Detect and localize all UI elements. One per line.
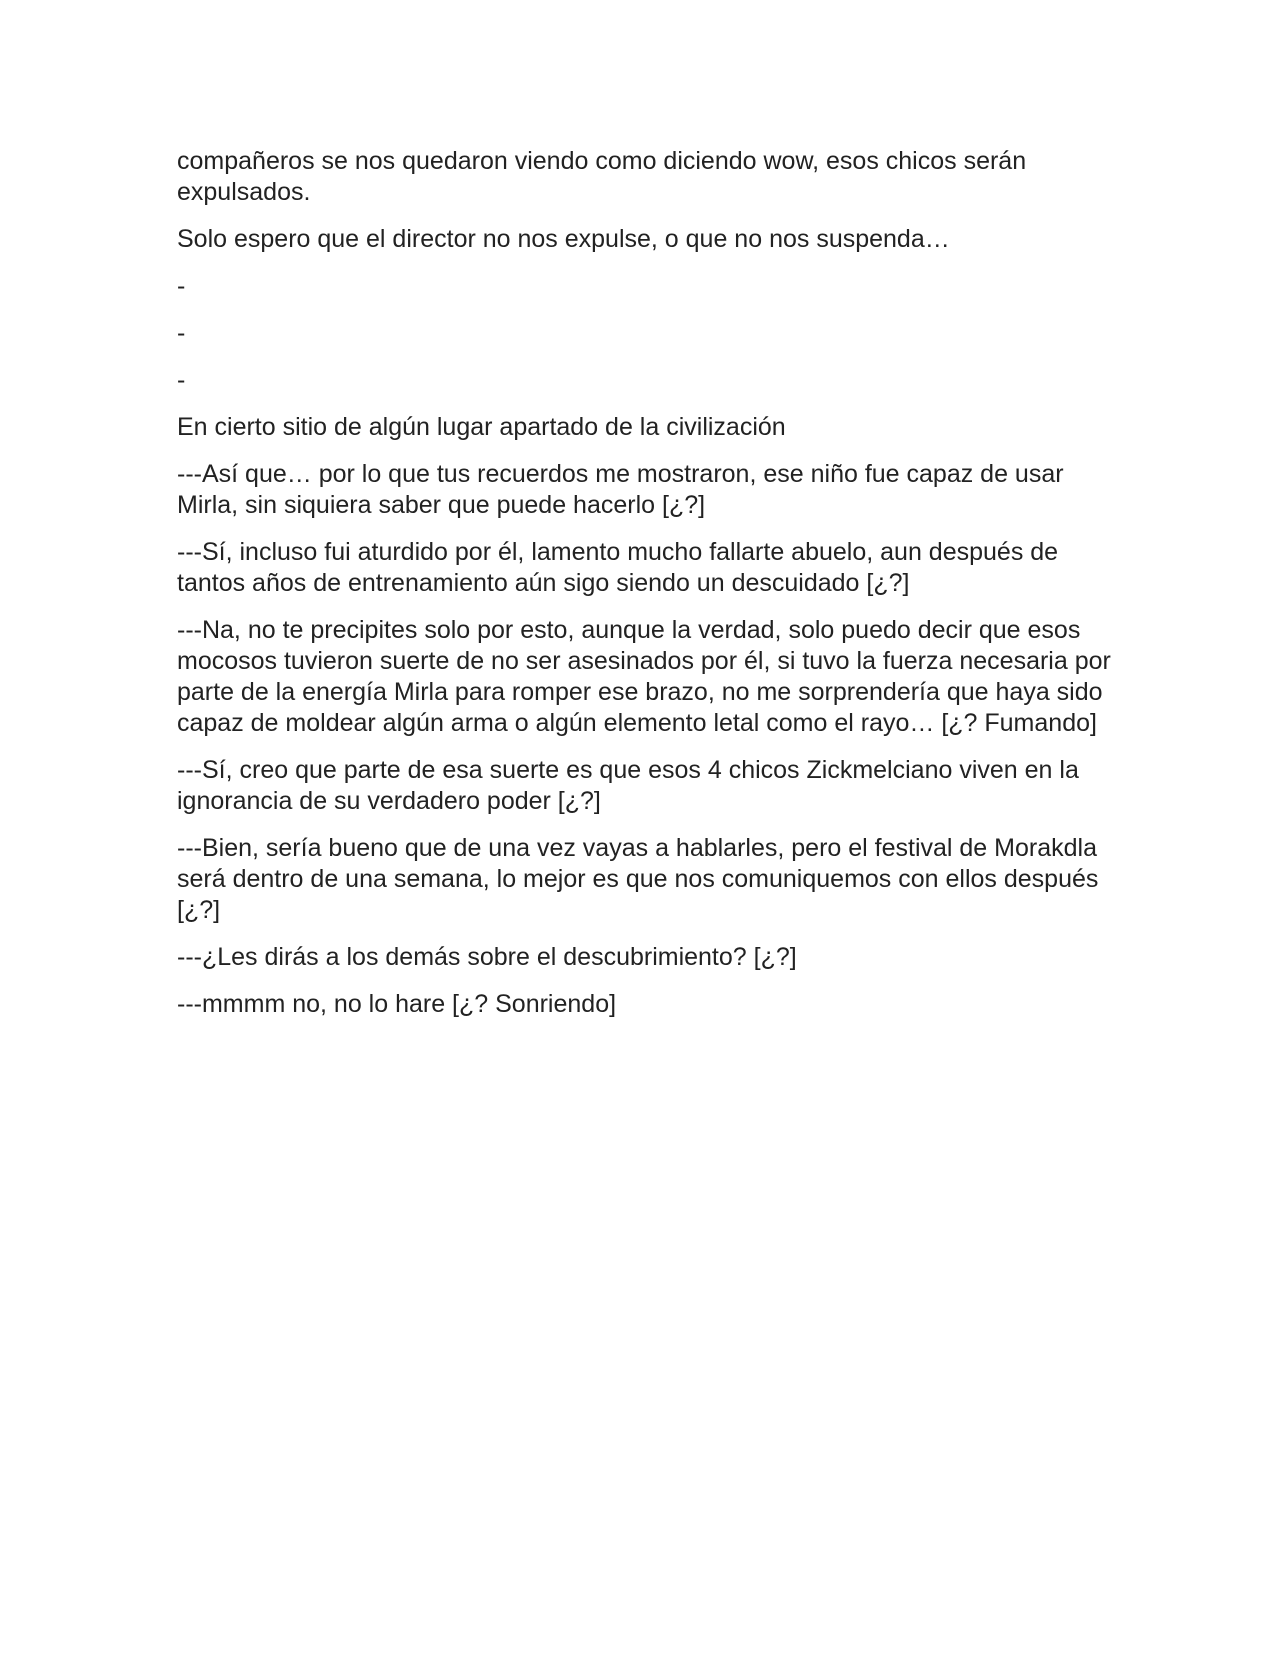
scene-break-dash: -: [177, 319, 186, 347]
dialogue-line: ---mmmm no, no lo hare [¿? Sonriendo]: [177, 990, 617, 1018]
dialogue-line: ---Bien, sería bueno que de una vez vayas a hablarles, pero el festival de Morakdla será dentro de una semana, lo mejor es que nos comuniquemos con ellos después [¿?]: [177, 834, 1099, 924]
dialogue-line: ---Na, no te precipites solo por esto, aunque la verdad, solo puedo decir que esos mocosos tuvieron suerte de no ser asesinados por él, si tuvo la fuerza necesaria por parte de la energía Mirla para romper ese brazo, no me sorprendería que haya sido capaz de moldear algún arma o algún elemento letal como el rayo… [¿? Fumando]: [177, 616, 1111, 737]
document-body: [177, 146, 1112, 1036]
paragraph: compañeros se nos quedaron viendo como diciendo wow, esos chicos serán expulsados.: [177, 147, 1027, 206]
dialogue-line: ---Sí, incluso fui aturdido por él, lamento mucho fallarte abuelo, aun después de tantos años de entrenamiento aún sigo siendo un descuidado [¿?]: [177, 538, 1059, 597]
scene-break-dash: -: [177, 272, 186, 300]
paragraph: Solo espero que el director no nos expulse, o que no nos suspenda…: [177, 225, 950, 253]
scene-break-dash: -: [177, 366, 186, 394]
dialogue-line: ---¿Les dirás a los demás sobre el descubrimiento? [¿?]: [177, 943, 797, 971]
dialogue-line: ---Sí, creo que parte de esa suerte es que esos 4 chicos Zickmelciano viven en la ignorancia de su verdadero poder [¿?]: [177, 756, 1079, 815]
scene-heading: En cierto sitio de algún lugar apartado de la civilización: [177, 413, 786, 441]
dialogue-line: ---Así que… por lo que tus recuerdos me mostraron, ese niño fue capaz de usar Mirla, sin siquiera saber que puede hacerlo [¿?]: [177, 460, 1064, 519]
